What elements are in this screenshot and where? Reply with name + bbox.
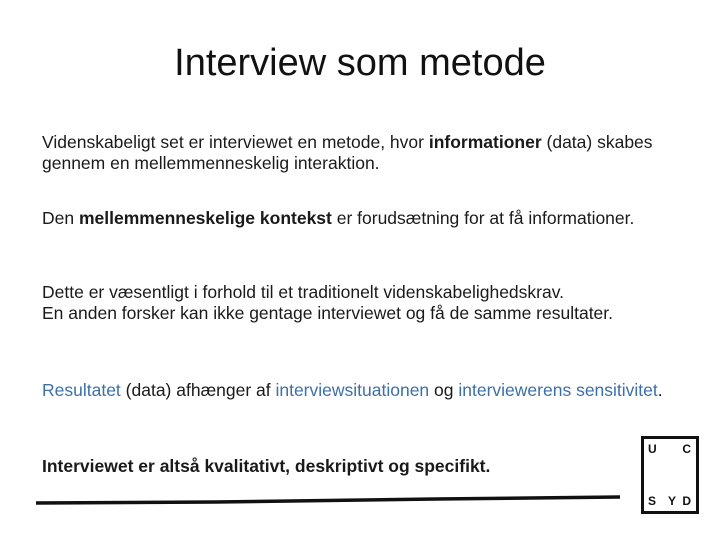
p2-text-a: Den [42,208,79,228]
paragraph-method [42,132,682,174]
p3-line2: En anden forsker kan ikke gentage interviewet og få de samme resultater. [42,303,614,323]
logo-letter-u: U [648,442,657,456]
paragraph-results [42,380,682,401]
paragraph-requirement [42,282,682,324]
p3-line1: Dette er væsentligt i forhold til et traditionelt videnskabelighedskrav. [42,282,565,302]
p1-text-a: Videnskabeligt set er interviewet en metode, hvor [42,132,429,152]
logo-letter-d: D [682,494,691,508]
logo-letter-s: S [648,494,657,508]
p4-highlight-situation: interviewsituationen [275,380,430,400]
p4-text-b: (data) afhænger af [120,380,276,400]
p5-bold-conclusion: Interviewet er altså kvalitativt, deskriptivt og specifikt. [42,456,491,476]
sdu-logo [641,436,699,514]
p4-highlight-sensitivity: interviewerens sensitivitet [458,380,658,400]
p4-highlight-resultatet: Resultatet [42,380,121,400]
logo-letter-c: C [682,442,691,456]
slide-title: Interview som metode [174,42,546,84]
p4-text-d: og [429,380,459,400]
p1-bold-informationer: informationer [428,132,542,152]
underline-rule [36,494,620,506]
p1-text-c: (data) skabes gennem en mellemmenneskelig interaktion. [42,132,653,173]
p2-bold-context: mellemmenneskelige kontekst [78,208,332,228]
p2-text-c: er forudsætning for at få informationer. [331,208,635,228]
paragraph-context [42,208,682,229]
logo-letter-y: Y [668,494,677,508]
p4-text-f: . [657,380,663,400]
paragraph-conclusion [42,456,682,477]
